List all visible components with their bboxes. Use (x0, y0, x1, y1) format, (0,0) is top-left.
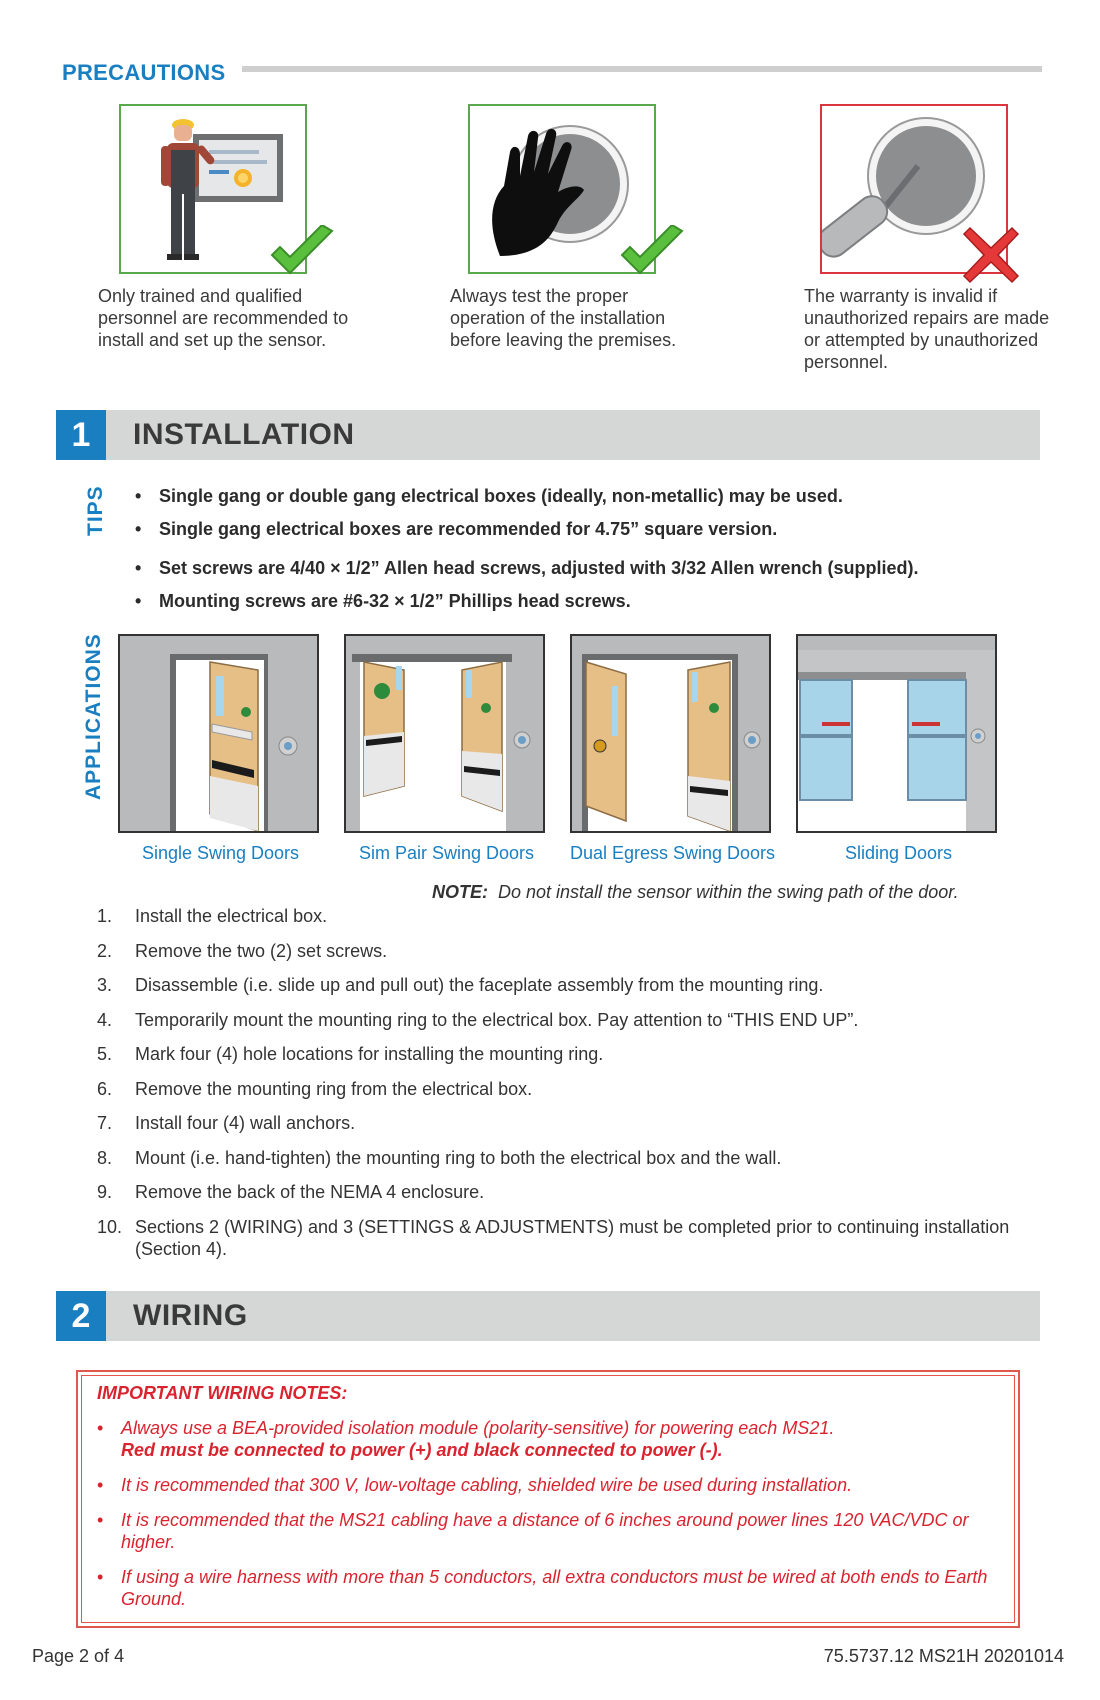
tips-label: TIPS (84, 485, 107, 536)
precaution-text-trained (98, 285, 368, 351)
precaution-line: before leaving the premises. (450, 330, 677, 350)
application-label-sliding: Sliding Doors (844, 843, 953, 863)
step-number: 8. (97, 1148, 113, 1168)
tip-text: Single gang or double gang electrical boxes (ideally, non-metallic) may be used. (159, 486, 843, 506)
precaution-line: personnel are recommended to (98, 308, 349, 328)
tip-item: • Mounting screws are #6-32 × 1/2” Phillips head screws. (135, 591, 631, 611)
tip-text: Mounting screws are #6-32 × 1/2” Phillips head screws. (159, 591, 631, 611)
application-image-dual-egress (570, 634, 771, 833)
precaution-line: Always test the proper (450, 286, 629, 306)
step-text: Sections 2 (WIRING) and 3 (SETTINGS & ADJUSTMENTS) must be completed prior to continuing installation (Section 4). (135, 1217, 1010, 1259)
check-icon (268, 225, 336, 281)
step-text: Disassemble (i.e. slide up and pull out) the faceplate assembly from the mounting ring. (135, 975, 824, 995)
step-number: 9. (97, 1182, 113, 1202)
wiring-notes-title: IMPORTANT WIRING NOTES: (97, 1383, 348, 1403)
precaution-line: operation of the installation (450, 308, 666, 328)
wiring-note-text: If using a wire harness with more than 5 conductors, all extra conductors must be wired at both ends to Earth Ground. (121, 1567, 988, 1609)
precaution-line: Only trained and qualified (98, 286, 303, 306)
section-title: INSTALLATION (133, 418, 355, 451)
section-number: 1 (56, 410, 106, 460)
wiring-note-text: It is recommended that the MS21 cabling have a distance of 6 inches around power lines 120 VAC/VDC or higher. (121, 1510, 969, 1552)
precaution-line: install and set up the sensor. (98, 330, 327, 350)
wiring-note-text: Always use a BEA-provided isolation module (polarity-sensitive) for powering each MS21. (121, 1418, 835, 1438)
wiring-note-bold-text: Red must be connected to power (+) and black connected to power (-). (121, 1440, 723, 1460)
application-image-sliding (796, 634, 997, 833)
application-label-sim-pair: Sim Pair Swing Doors (358, 843, 535, 863)
precaution-text-warranty (804, 285, 1084, 373)
step-text: Remove the two (2) set screws. (135, 941, 388, 961)
step-number: 4. (97, 1010, 113, 1030)
document-id: 75.5737.12 MS21H 20201014 (823, 1646, 1064, 1666)
step-text: Remove the back of the NEMA 4 enclosure. (135, 1182, 485, 1202)
step-number: 1. (97, 906, 113, 926)
step-text: Install four (4) wall anchors. (135, 1113, 356, 1133)
tip-item: • Single gang electrical boxes are recommended for 4.75” square version. (135, 519, 778, 539)
wiring-note-text: It is recommended that 300 V, low-voltage cabling, shielded wire be used during installation. (121, 1475, 853, 1495)
precaution-text-test (450, 285, 720, 351)
step-number: 10. (97, 1217, 123, 1237)
section-number: 2 (56, 1291, 106, 1341)
note (432, 882, 959, 903)
note-text: Do not install the sensor within the swing path of the door. (498, 882, 959, 902)
tip-item: • Single gang or double gang electrical boxes (ideally, non-metallic) may be used. (135, 486, 843, 506)
step-text: Remove the mounting ring from the electrical box. (135, 1079, 533, 1099)
step-text: Install the electrical box. (135, 906, 328, 926)
check-icon (618, 225, 686, 281)
step-text: Mark four (4) hole locations for installing the mounting ring. (135, 1044, 604, 1064)
application-image-sim-pair-swing (344, 634, 545, 833)
step-number: 3. (97, 975, 113, 995)
section-header-wiring (56, 1291, 1040, 1341)
step-number: 2. (97, 941, 113, 961)
section-title: WIRING (133, 1299, 248, 1332)
step-text: Mount (i.e. hand-tighten) the mounting ring to both the electrical box and the wall. (135, 1148, 782, 1168)
step-number: 7. (97, 1113, 113, 1133)
precaution-line: unauthorized repairs are made (804, 308, 1050, 328)
precaution-line: personnel. (804, 352, 889, 372)
step-text: Temporarily mount the mounting ring to the electrical box. Pay attention to “THIS END UP”. (135, 1010, 859, 1030)
tip-text: Set screws are 4/40 × 1/2” Allen head screws, adjusted with 3/32 Allen wrench (supplied). (159, 558, 919, 578)
cross-icon (962, 226, 1020, 284)
precaution-line: or attempted by unauthorized (804, 330, 1039, 350)
precautions-title: PRECAUTIONS (62, 60, 226, 85)
step-number: 5. (97, 1044, 113, 1064)
step-number: 6. (97, 1079, 113, 1099)
application-label-dual-egress: Dual Egress Swing Doors (569, 843, 776, 863)
application-label-single-swing: Single Swing Doors (141, 843, 300, 863)
application-image-single-swing (118, 634, 319, 833)
tip-text: Single gang electrical boxes are recommended for 4.75” square version. (159, 519, 778, 539)
section-header-installation (56, 410, 1040, 460)
precaution-line: The warranty is invalid if (804, 286, 998, 306)
tip-item: • Set screws are 4/40 × 1/2” Allen head screws, adjusted with 3/32 Allen wrench (supplied). (135, 558, 919, 578)
applications-label: APPLICATIONS (82, 633, 105, 800)
note-label: NOTE: (432, 882, 488, 902)
page-number: Page 2 of 4 (32, 1646, 125, 1666)
precautions-divider (242, 66, 1042, 72)
